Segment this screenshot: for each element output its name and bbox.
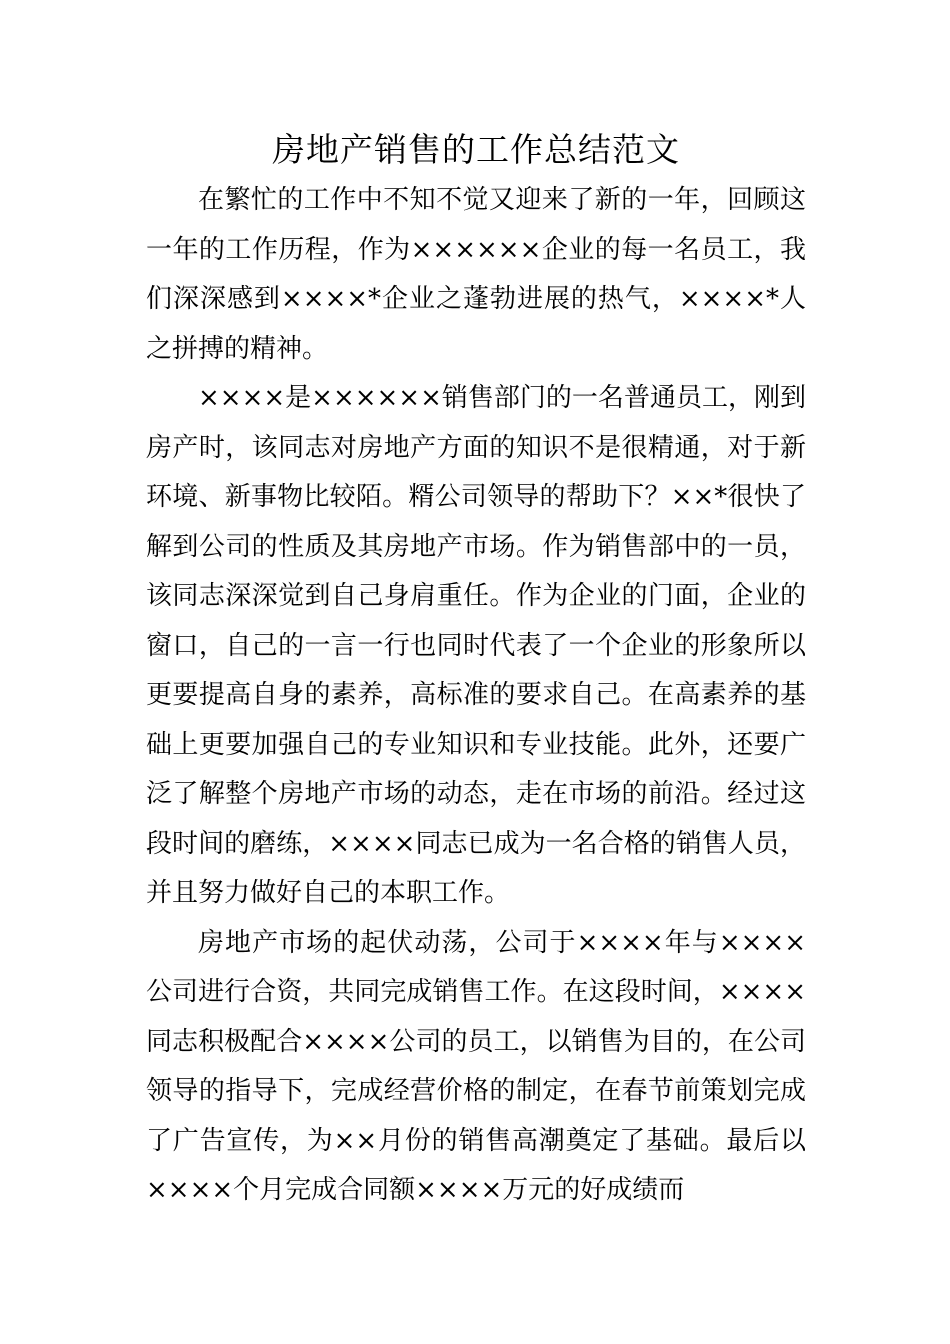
paragraph-1: 在繁忙的工作中不知不觉又迎来了新的一年，回顾这一年的工作历程，作为××××××企业的每一名员工，我们深深感到××××*企业之蓬勃进展的热气，××××*人之拼搏的精神。 xyxy=(146,185,806,364)
document-page xyxy=(146,128,806,1216)
paragraph-3: 房地产市场的起伏动荡，公司于××××年与××××公司进行合资，共同完成销售工作。在这段时间，××××同志积极配合××××公司的员工，以销售为目的，在公司领导的指导下，完成经营价格的制定，在春节前策划完成了广告宣传，为××月份的销售高潮奠定了基础。最后以××××个月完成合同额××××万元的好成绩而 xyxy=(146,927,806,1205)
document-title: 房地产销售的工作总结范文 xyxy=(272,130,680,169)
paragraph-2: ××××是××××××销售部门的一名普通员工，刚到房产时，该同志对房地产方面的知识不是很精通，对于新环境、新事物比较陌。糈公司领导的帮助下？××*很快了解到公司的性质及其房地产市场。作为销售部中的一员，该同志深深觉到自己身肩重任。作为企业的门面，企业的窗口，自己的一言一行也同时代表了一个企业的形象所以更要提高自身的素养，高标准的要求自己。在高素养的基础上更要加强自己的专业知识和专业技能。此外，还要广泛了解整个房地产市场的动态，走在市场的前沿。经过这段时间的磨练，××××同志已成为一名合格的销售人员，并且努力做好自己的本职工作。 xyxy=(146,383,806,908)
